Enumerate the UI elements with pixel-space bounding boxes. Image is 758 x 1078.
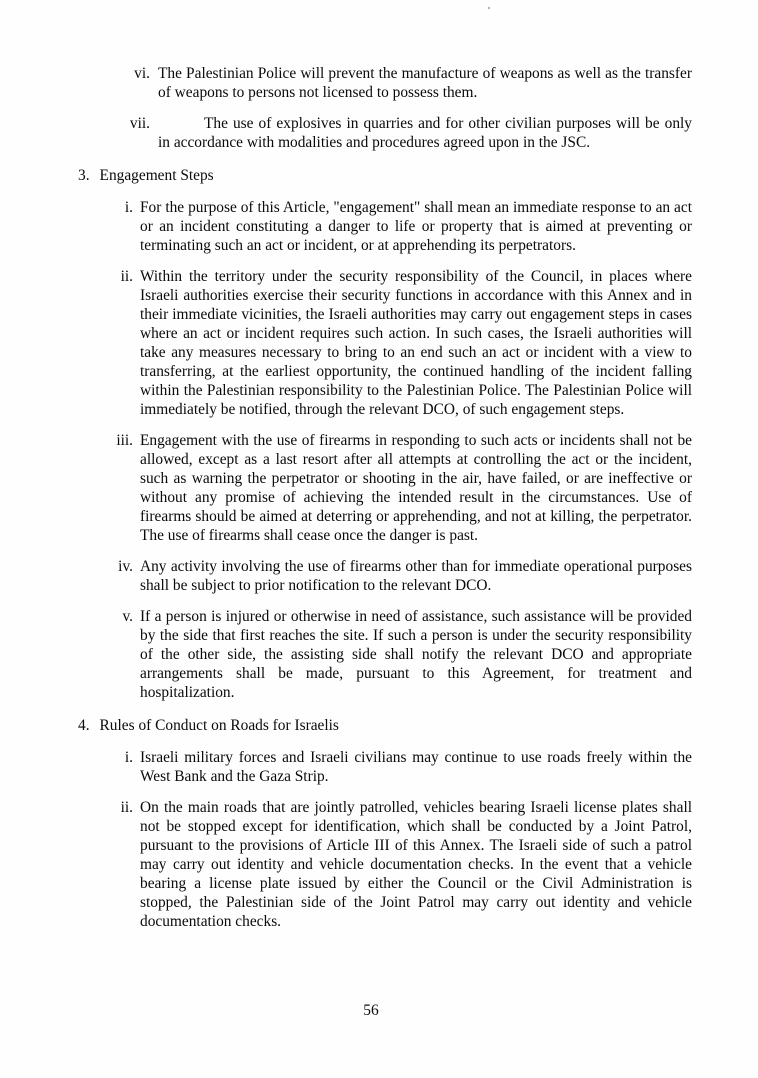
list-text: Engagement with the use of firearms in responding to such acts or incidents shall not be allowed, except as a last resort after all attempts at controlling the act or the incident, such as warning the perpetrator or shooting in the air, have failed, or are ineffective or without any promise of achieving the intended result in the circumstances. Use of firearms should be aimed at deterring or apprehending, and not at killing, the perpetrator. The use of firearms shall cease once the danger is past. [140,432,692,544]
scan-artifact [488,7,490,9]
list-text: For the purpose of this Article, "engagement" shall mean an immediate response to an act or an incident constituting a danger to life or property that is aimed at preventing or terminating such an act or incident, or at apprehending its perpetrators. [140,199,692,254]
section-4-list [78,748,692,931]
list-marker: v. [122,608,133,625]
list-marker: i. [124,199,133,216]
list-marker: vi. [134,65,150,82]
section-title: Rules of Conduct on Roads for Israelis [99,717,339,734]
list-item-4-i [78,748,692,786]
list-marker: ii. [120,799,133,816]
list-item-3-i [78,198,692,255]
list-marker: ii. [120,268,133,285]
list-marker: iv. [118,558,133,575]
list-text: Israeli military forces and Israeli civilians may continue to use roads freely within the West Bank and the Gaza Strip. [140,749,692,785]
list-text: Within the territory under the security responsibility of the Council, in places where Israeli authorities exercise their security functions in accordance with this Annex and in their immediate vicinities, the Israeli authorities may carry out engagement steps in cases where an act or incident requires such action. In such cases, the Israeli authorities will take any measures necessary to bring to an end such an act or incident with a view to transferring, at the earliest opportunity, the continued handling of the incident falling within the Palestinian responsibility to the Palestinian Police. The Palestinian Police will immediately be notified, through the relevant DCO, of such engagement steps. [140,268,692,418]
list-item-vi [78,64,692,102]
list-marker: vii. [129,115,150,132]
section-heading-rules-of-conduct [78,716,692,735]
section-3-list [78,198,692,702]
list-item-3-ii [78,267,692,419]
list-marker: i. [124,749,133,766]
intro-list [78,64,692,152]
list-text: Any activity involving the use of firearms other than for immediate operational purposes shall be subject to prior notification to the relevant DCO. [140,558,692,594]
page-number: 56 [363,1002,379,1019]
list-marker: iii. [116,432,133,449]
section-number: 4. [78,717,90,734]
list-item-vii [78,114,692,152]
list-text: The use of explosives in quarries and for other civilian purposes will be only in accordance with modalities and procedures agreed upon in the JSC. [158,115,692,151]
list-text: On the main roads that are jointly patrolled, vehicles bearing Israeli license plates shall not be stopped except for identification, which shall be conducted by a Joint Patrol, pursuant to the provisions of Article III of this Annex. The Israeli side of such a patrol may carry out identity and vehicle documentation checks. In the event that a vehicle bearing a license plate issued by either the Council or the Civil Administration is stopped, the Palestinian side of the Joint Patrol may carry out identity and vehicle documentation checks. [140,799,692,930]
section-heading-engagement-steps [78,166,692,185]
list-text: If a person is injured or otherwise in need of assistance, such assistance will be provided by the side that first reaches the site. If such a person is under the security responsibility of the other side, the assisting side shall notify the relevant DCO and appropriate arrangements shall be made, pursuant to this Agreement, for treatment and hospitalization. [140,608,692,701]
list-item-4-ii [78,798,692,931]
list-item-3-iii [78,431,692,545]
section-number: 3. [78,167,90,184]
section-title: Engagement Steps [99,167,214,184]
list-text: The Palestinian Police will prevent the manufacture of weapons as well as the transfer of weapons to persons not licensed to possess them. [158,65,692,101]
list-item-3-v [78,607,692,702]
list-item-3-iv [78,557,692,595]
